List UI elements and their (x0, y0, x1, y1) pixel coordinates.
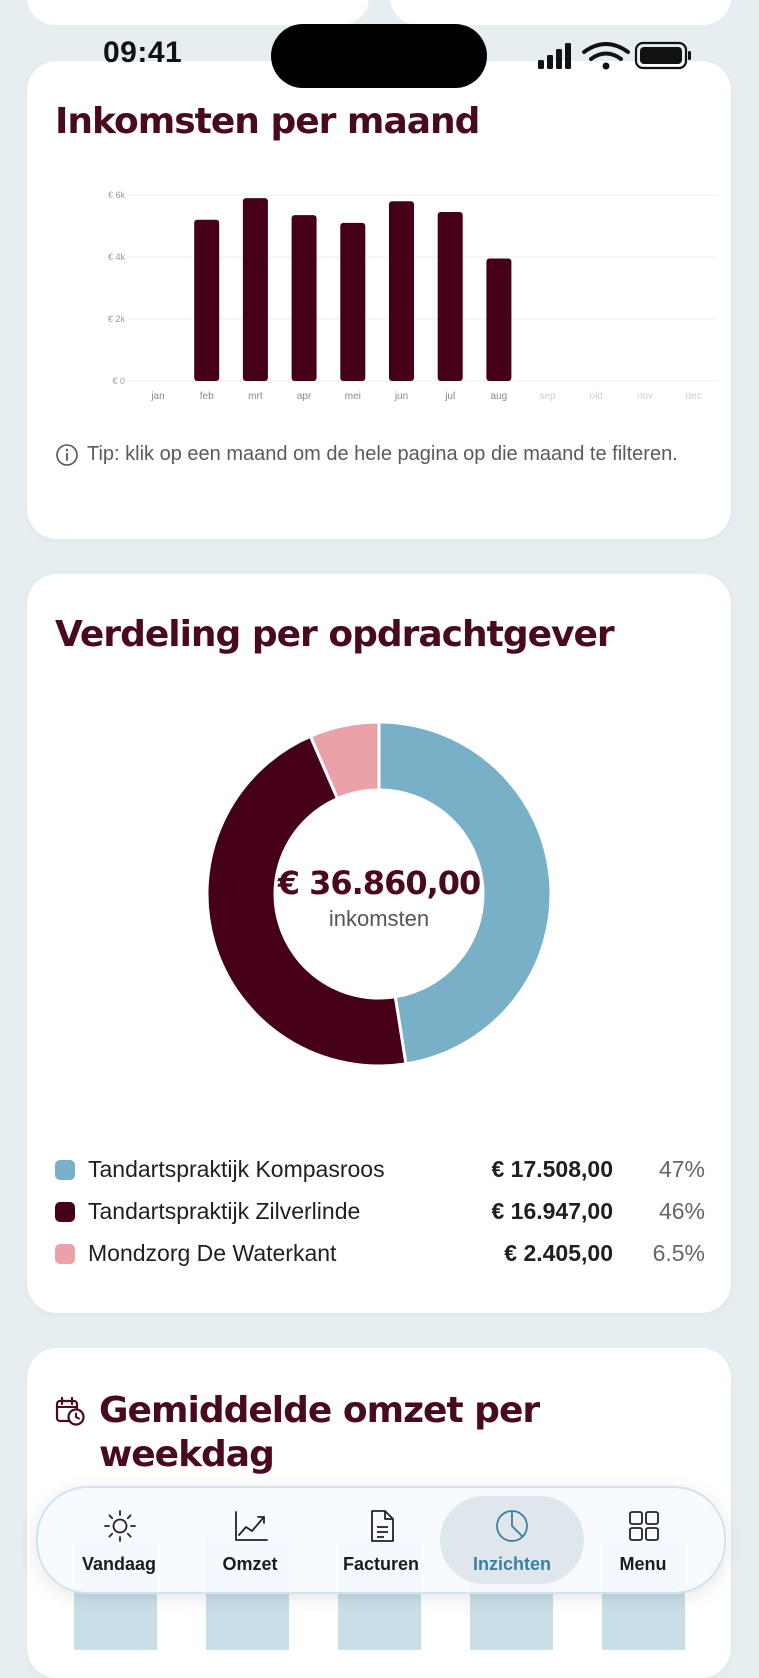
battery-icon (636, 43, 691, 68)
nav-item-menu[interactable] (578, 1488, 708, 1592)
status-icons (536, 40, 692, 72)
x-tick-label: jul (445, 391, 456, 402)
document-icon (364, 1508, 400, 1544)
bar-feb (194, 220, 219, 381)
legend-amount: € 2.405,00 (504, 1240, 613, 1266)
tip-text: Tip: klik op een maand om de hele pagina op die maand te filteren. (87, 443, 678, 465)
nav-label: Facturen (342, 1554, 420, 1574)
wifi-dot (603, 63, 610, 70)
legend-row[interactable] (55, 1236, 705, 1272)
x-tick-label: mrt (248, 391, 263, 402)
nav-item-vandaag[interactable] (54, 1488, 184, 1592)
legend-swatch (55, 1202, 75, 1222)
wifi-icon (584, 44, 628, 59)
y-tick-label: € 6k (107, 190, 125, 200)
x-tick-label: jun (394, 391, 409, 402)
legend-amount: € 17.508,00 (491, 1156, 613, 1182)
distribution-card-title: Verdeling per opdrachtgever (55, 614, 614, 655)
donut-total-value: € 36.860,00 (277, 864, 481, 902)
x-tick-label: mei (344, 391, 361, 402)
dynamic-island (271, 24, 487, 88)
income-per-month-card (27, 61, 731, 539)
income-card-title: Inkomsten per maand (55, 101, 480, 142)
x-tick-label: jan (151, 391, 165, 402)
bar-apr (292, 215, 317, 381)
bar-jun (389, 201, 414, 381)
legend-row[interactable] (55, 1194, 705, 1230)
legend-client-name: Mondzorg De Waterkant (88, 1240, 337, 1266)
y-tick-label: € 4k (107, 252, 125, 262)
x-tick-label: nov (636, 391, 654, 402)
chart-trend-icon (233, 1508, 269, 1544)
x-tick-label: dec (685, 391, 702, 402)
bar-aug (486, 259, 511, 381)
donut-total-label: inkomsten (328, 906, 430, 931)
nav-label: Menu (619, 1554, 667, 1574)
legend-percent: 47% (658, 1156, 705, 1182)
calendar-clock-icon (55, 1396, 85, 1426)
legend-percent: 6.5% (652, 1240, 705, 1266)
y-tick-label: € 2k (107, 314, 125, 324)
x-tick-label: aug (490, 391, 508, 402)
info-icon (55, 443, 79, 467)
sun-icon (102, 1508, 138, 1544)
x-tick-label: okt (589, 391, 603, 402)
nav-item-omzet[interactable] (185, 1488, 315, 1592)
income-bar-chart[interactable] (27, 181, 731, 441)
legend-client-name: Tandartspraktijk Zilverlinde (88, 1198, 361, 1224)
nav-label: Vandaag (81, 1554, 157, 1574)
bottom-navigation (36, 1486, 726, 1594)
y-tick-label: € 0 (112, 376, 125, 386)
weekday-card-title-line1: Gemiddelde omzet per (99, 1390, 540, 1431)
bar-mrt (243, 198, 268, 381)
x-tick-label: sep (539, 391, 556, 402)
bar-jul (438, 212, 463, 381)
legend-client-name: Tandartspraktijk Kompasroos (88, 1156, 385, 1182)
legend-row[interactable] (55, 1152, 705, 1188)
nav-item-inzichten[interactable] (440, 1496, 584, 1584)
weekday-card-title-line2: weekdag (99, 1434, 274, 1475)
nav-item-facturen[interactable] (316, 1488, 446, 1592)
legend-percent: 46% (658, 1198, 705, 1224)
legend-amount: € 16.947,00 (491, 1198, 613, 1224)
grid-icon (626, 1508, 662, 1544)
legend-swatch (55, 1244, 75, 1264)
legend-swatch (55, 1160, 75, 1180)
pie-chart-icon (494, 1508, 530, 1544)
nav-label: Omzet (222, 1554, 278, 1574)
distribution-card (27, 574, 731, 1313)
status-time: 09:41 (103, 36, 183, 69)
status-bar (0, 0, 759, 110)
x-tick-label: apr (296, 391, 312, 402)
x-tick-label: feb (199, 391, 214, 402)
bar-mei (340, 223, 365, 381)
nav-label: Inzichten (472, 1554, 551, 1574)
signal-icon (538, 43, 571, 69)
